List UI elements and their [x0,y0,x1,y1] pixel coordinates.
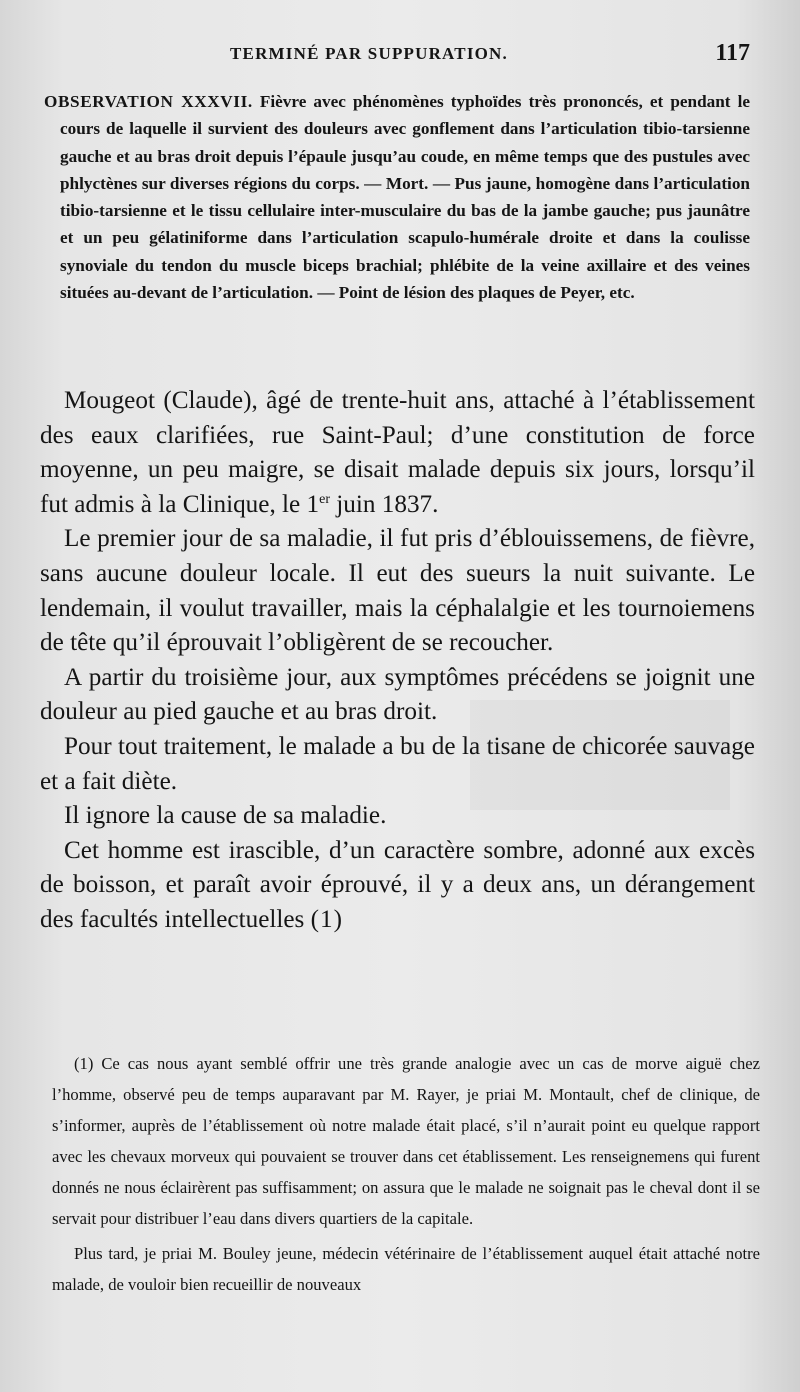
paragraph-treatment: Pour tout traitement, le malade a bu de la tisane de chicorée sauvage et a fait diète. [40,732,755,795]
footnote-reference: (1) [310,905,344,933]
ordinal-superscript: er [319,491,330,507]
paragraph-text: juin 1837. [330,490,439,518]
footnote-1: (1) Ce cas nous ayant semblé offrir une très grande analogie avec un cas de morve aiguë chez l’homme, observé peu de temps auparavant par M. Rayer, je priai M. Montault, chef de clinique, de s’informer, auprès de l’établissement où notre malade était placé, s’il n’aurait point eu quelque rapport avec les chevaux morveux qui pouvaient se trouver dans cet établissement. Les renseignemens qui furent donnés ne nous éclairèrent pas suffisamment; on assura que le malade ne soignait pas le cheval dont il se servait pour distribuer l’eau dans divers quartiers de la capitale. [52,1054,760,1228]
paragraph-text: Mougeot (Claude), âgé de trente-huit ans, attaché à l’établissement des eaux clarifiées, rue Saint-Paul; d’une constitution de force moyenne, un peu maigre, se disait malade depuis six jours, lorsqu’il fut admis à la Clinique, le 1 [40,387,755,518]
page-number: 117 [715,40,750,66]
page-header [50,40,750,70]
footnotes [52,1048,760,1300]
observation-summary [44,88,751,306]
paragraph-first-day: Le premier jour de sa maladie, il fut pris d’éblouissemens, de fièvre, sans aucune douleur locale. Il eut des sueurs la nuit suivante. Le lendemain, il voulut travailler, mais la céphalalgie et les tournoiemens de tête qu’il éprouvait l’obligèrent de se recoucher. [40,525,755,657]
paragraph-text: Cet homme est irascible, d’un caractère sombre, adonné aux excès de boisson, et paraît avoir éprouvé, il y a deux ans, un dérangement des facultés intellectuelles [40,836,755,933]
paragraph-third-day: A partir du troisième jour, aux symptômes précédens se joignit une douleur au pied gauche et au bras droit. [40,663,755,726]
observation-summary-text: Fièvre avec phénomènes typhoïdes très prononcés, et pendant le cours de laquelle il survient des douleurs avec gonflement dans l’articulation tibio-tarsienne gauche et au bras droit depuis l’épaule jusqu’au coude, en même temps que des pustules avec phlyctènes sur diverses régions du corps. — Mort. — Pus jaune, homogène dans l’articulation tibio-tarsienne et le tissu cellulaire inter-musculaire du bas de la jambe gauche; pus jaunâtre et un peu gélatiniforme dans l’articulation scapulo-humérale droite et dans la coulisse synoviale du tendon du muscle biceps brachial; phlébite de la veine axillaire et des veines situées au-devant de l’articulation. — Point de lésion des plaques de Peyer, etc. [60,92,751,303]
main-text [40,384,755,938]
footnote-continuation: Plus tard, je priai M. Bouley jeune, médecin vétérinaire de l’établissement auquel était attaché notre malade, de vouloir bien recueillir de nouveaux [52,1244,760,1294]
paragraph-cause: Il ignore la cause de sa maladie. [64,802,387,830]
running-title: TERMINÉ PAR SUPPURATION. [230,44,508,63]
paragraph-character [40,834,755,938]
paragraph-patient-intro [40,384,755,522]
observation-label: OBSERVATION XXXVII. [44,92,253,111]
